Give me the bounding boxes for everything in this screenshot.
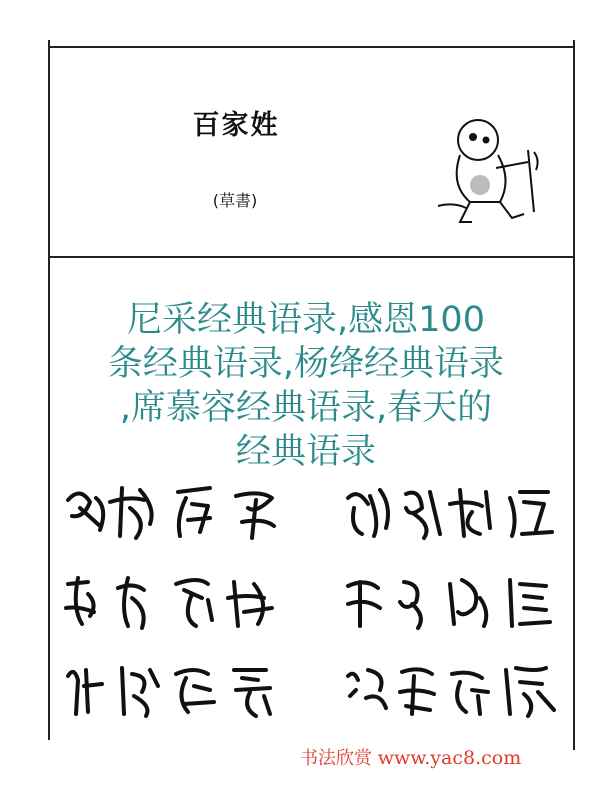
headline-overlay: [6, 298, 606, 474]
calligraphy-row-2-left: [58, 568, 288, 638]
watermark-site-name: 书法欣赏: [300, 748, 372, 769]
headline-line-3: ,席慕容经典语录,春天的: [119, 388, 493, 428]
calligraphy-row-2-right: [340, 568, 560, 638]
headline-line-1: 尼采经典语录,感恩100: [127, 300, 485, 340]
book-subtitle: (草書): [212, 191, 258, 210]
calligraphy-row-3-left: [58, 656, 288, 726]
headline-line-4: 经典语录: [235, 432, 376, 472]
headline-line-2: 条经典语录,杨绛经典语录: [107, 344, 505, 384]
site-watermark: [300, 744, 605, 770]
cover-bottom-rule: [48, 256, 575, 258]
watermark-url: www.yac8.com: [377, 747, 522, 769]
book-title: 百家姓: [192, 110, 280, 141]
top-rule: [48, 46, 575, 48]
calligraphy-row-1-left: [60, 478, 290, 548]
mascot-illustration: [430, 110, 550, 234]
calligraphy-row-3-right: [340, 656, 560, 726]
calligraphy-row-1-right: [340, 478, 560, 548]
